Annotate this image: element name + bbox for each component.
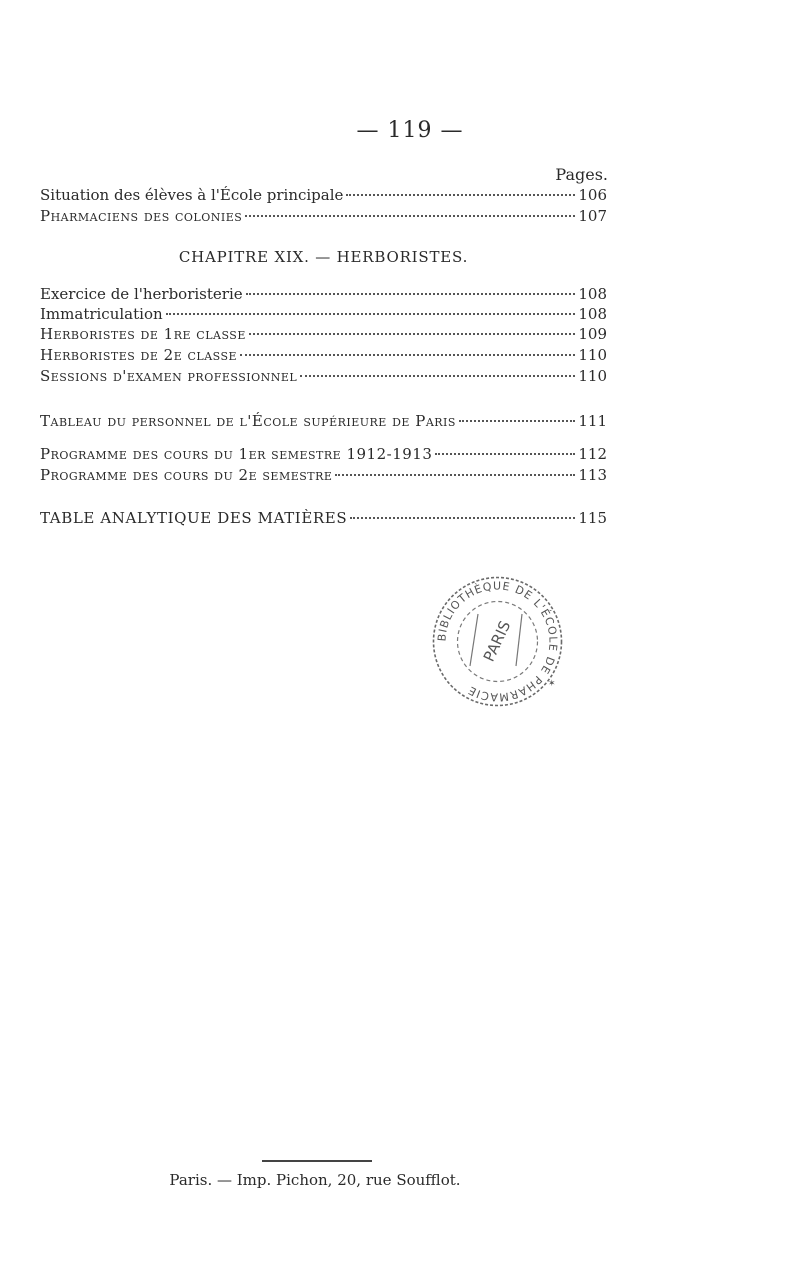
- stamp-mark: [470, 614, 478, 666]
- printer-imprint: Paris. — Imp. Pichon, 20, rue Soufflot.: [169, 1171, 461, 1189]
- toc-entry: [40, 346, 607, 364]
- toc-entry-label: Herboristes de 2e classe: [40, 346, 238, 364]
- dot-leader: [435, 453, 575, 455]
- toc-entry-page: 109: [578, 325, 607, 343]
- stamp-center-text: PARIS: [479, 618, 515, 665]
- toc-entry-label: Herboristes de 1re classe: [40, 325, 246, 343]
- toc-entry: [40, 367, 607, 385]
- toc-entry: [40, 466, 607, 484]
- toc-entry-page: 110: [578, 367, 607, 385]
- toc-entry-page: 110: [578, 346, 607, 364]
- toc-entry-label: Programme des cours du 2e semestre: [40, 466, 333, 484]
- toc-entry-page: 106: [578, 186, 607, 204]
- toc-entry: [40, 412, 607, 430]
- toc-entry-label: Exercice de l'herboristerie: [40, 285, 243, 303]
- dot-leader: [459, 420, 575, 422]
- toc-entry-label: Immatriculation: [40, 305, 163, 323]
- toc-entry-label: Tableau du personnel de l'École supérieure de Paris: [40, 412, 456, 430]
- dot-leader: [335, 474, 575, 476]
- toc-entry: [40, 325, 607, 343]
- stamp-star-icon: ✶: [548, 679, 556, 689]
- library-stamp: [430, 574, 565, 709]
- toc-entry-page: 108: [578, 285, 607, 303]
- stamp-outer-text: BIBLIOTHÈQUE DE L'ÉCOLE DE PHARMACIE: [435, 579, 560, 704]
- dot-leader: [346, 194, 575, 196]
- toc-entry: [40, 305, 607, 323]
- dot-leader: [245, 215, 575, 217]
- dot-leader: [240, 354, 575, 356]
- page-number: — 119 —: [356, 118, 464, 143]
- dot-leader: [246, 293, 576, 295]
- dot-leader: [166, 313, 576, 315]
- pages-column-label: Pages.: [555, 165, 608, 184]
- dot-leader: [350, 517, 575, 519]
- toc-entry-page: 111: [578, 412, 607, 430]
- chapter-heading: CHAPITRE XIX. — HERBORISTES.: [178, 248, 469, 266]
- toc-entry-label: Pharmaciens des colonies: [40, 207, 243, 225]
- toc-entry: [40, 207, 607, 225]
- toc-entry: [40, 445, 607, 463]
- toc-entry-page: 107: [578, 207, 607, 225]
- toc-entry-label: Programme des cours du 1er semestre 1912-1913: [40, 445, 433, 463]
- toc-entry-page: 108: [578, 305, 607, 323]
- toc-entry: [40, 186, 607, 204]
- toc-entry-page: 112: [578, 445, 607, 463]
- toc-entry-label: Situation des élèves à l'École principale: [40, 186, 344, 204]
- dot-leader: [300, 375, 575, 377]
- stamp-mark: [516, 614, 522, 666]
- footer-rule: [262, 1160, 372, 1162]
- toc-entry-label: Sessions d'examen professionnel: [40, 367, 298, 385]
- toc-entry-page: 113: [578, 466, 607, 484]
- toc-entry: [40, 509, 607, 527]
- toc-entry-label: TABLE ANALYTIQUE DES MATIÈRES: [40, 509, 348, 527]
- dot-leader: [249, 333, 576, 335]
- toc-entry-page: 115: [578, 509, 607, 527]
- toc-entry: [40, 285, 607, 303]
